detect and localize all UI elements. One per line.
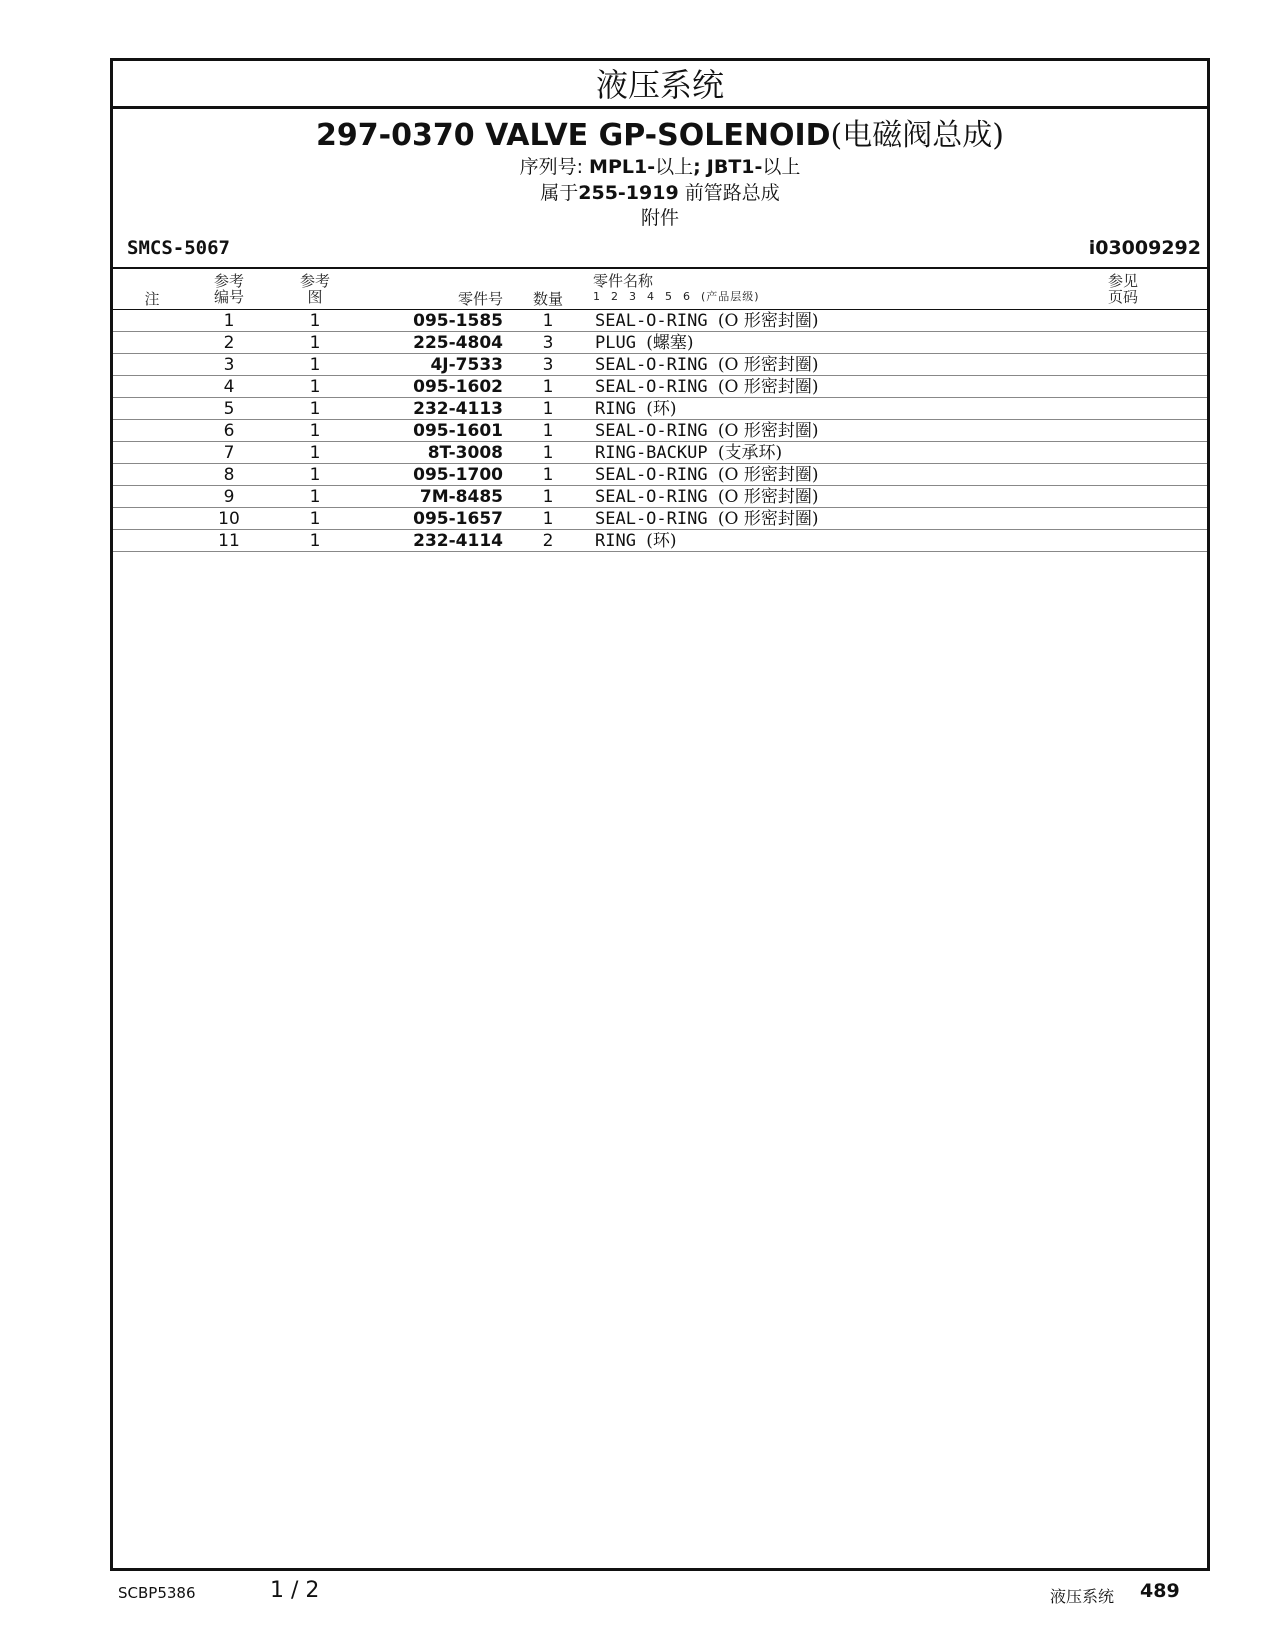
row-part-name-cn: (环) [646, 399, 677, 419]
table-row [113, 442, 1207, 464]
row-part-name-en: RING [595, 531, 636, 551]
row-part-number: 232-4114 [413, 531, 503, 551]
assembly-name-cn: (电磁阀总成) [830, 118, 1004, 153]
header-page-ref [1093, 273, 1153, 305]
row-ref-number: 11 [218, 531, 240, 551]
row-part-number: 095-1601 [413, 421, 503, 441]
header-ref-no [199, 273, 259, 305]
row-quantity: 3 [542, 355, 554, 375]
header-page-ref-line2: 页码 [1107, 288, 1138, 306]
illustration-id: i03009292 [1088, 237, 1201, 259]
row-quantity: 1 [542, 421, 554, 441]
header-figure [285, 273, 345, 305]
row-ref-number: 1 [223, 311, 235, 331]
row-part-name [595, 464, 1095, 486]
table-row [113, 464, 1207, 486]
row-part-number: 7M-8485 [419, 487, 503, 507]
row-part-name [595, 332, 1095, 354]
assembly-title [113, 119, 1207, 153]
row-figure: 1 [309, 377, 321, 397]
assembly-name: VALVE GP-SOLENOID [485, 118, 831, 153]
row-part-number: 095-1700 [413, 465, 503, 485]
level-4: 4 [647, 290, 655, 303]
parts-table-body [113, 310, 1207, 552]
row-part-number: 232-4113 [413, 399, 503, 419]
row-part-name-cn: (O 形密封圈) [717, 355, 819, 375]
row-part-name-en: SEAL-O-RING [595, 487, 708, 507]
parent-assembly [113, 181, 1207, 205]
row-part-name [595, 486, 1095, 508]
row-part-name-en: SEAL-O-RING [595, 311, 708, 331]
serial-range [113, 155, 1207, 179]
row-quantity: 1 [542, 443, 554, 463]
row-part-name-en: PLUG [595, 333, 636, 353]
header-part-name-label: 零件名称 [593, 272, 654, 290]
row-part-number: 225-4804 [413, 333, 503, 353]
row-quantity: 2 [542, 531, 554, 551]
page-frame [110, 58, 1210, 1571]
row-part-name-en: SEAL-O-RING [595, 509, 708, 529]
level-2: 2 [611, 290, 619, 303]
table-row [113, 530, 1207, 552]
row-figure: 1 [309, 399, 321, 419]
row-quantity: 1 [542, 487, 554, 507]
row-part-name [595, 508, 1095, 530]
row-part-name [595, 420, 1095, 442]
row-ref-number: 2 [223, 333, 235, 353]
row-part-name-en: RING-BACKUP [595, 443, 708, 463]
row-quantity: 1 [542, 465, 554, 485]
row-part-name-cn: (支承环) [717, 443, 783, 463]
table-row [113, 332, 1207, 354]
row-part-name-cn: (O 形密封圈) [717, 487, 819, 507]
footer-section: 液压系统 [1050, 1587, 1115, 1606]
attachment-label: 附件 [640, 207, 679, 229]
level-1: 1 [593, 290, 601, 303]
row-part-name-en: RING [595, 399, 636, 419]
serial-range-2-code: JBT1- [706, 156, 763, 178]
table-top-rule [113, 267, 1207, 269]
smcs-code: SMCS-5067 [127, 237, 230, 259]
row-part-name [595, 310, 1095, 332]
header-part-number: 零件号 [457, 290, 503, 308]
row-ref-number: 9 [223, 487, 235, 507]
header-figure-line2: 图 [307, 288, 323, 306]
row-figure: 1 [309, 487, 321, 507]
header-ref-no-line1: 参考 [213, 272, 244, 290]
row-ref-number: 4 [223, 377, 235, 397]
row-figure: 1 [309, 421, 321, 441]
row-part-name-cn: (O 形密封圈) [717, 311, 819, 331]
header-note: 注 [144, 290, 160, 308]
parent-part-number: 255-1919 [578, 182, 679, 204]
level-6: 6 [683, 290, 691, 303]
row-figure: 1 [309, 311, 321, 331]
row-figure: 1 [309, 355, 321, 375]
row-part-name-cn: (O 形密封圈) [717, 465, 819, 485]
serial-separator: ; [693, 156, 701, 178]
row-ref-number: 5 [223, 399, 235, 419]
row-part-name [595, 398, 1095, 420]
serial-range-1-code: MPL1- [589, 156, 656, 178]
levels-label: (产品层级) [701, 290, 760, 303]
table-row [113, 376, 1207, 398]
header-figure-line1: 参考 [299, 272, 330, 290]
level-5: 5 [665, 290, 673, 303]
row-figure: 1 [309, 509, 321, 529]
row-quantity: 1 [542, 509, 554, 529]
footer-page-number: 489 [1140, 1580, 1180, 1602]
header-part-name [593, 273, 893, 305]
row-part-name [595, 376, 1095, 398]
table-row [113, 398, 1207, 420]
row-quantity: 3 [542, 333, 554, 353]
row-figure: 1 [309, 333, 321, 353]
row-figure: 1 [309, 465, 321, 485]
row-quantity: 1 [542, 377, 554, 397]
serial-label: 序列号: [519, 156, 583, 178]
row-part-name-en: SEAL-O-RING [595, 465, 708, 485]
row-part-name-en: SEAL-O-RING [595, 421, 708, 441]
row-part-name-cn: (O 形密封圈) [717, 509, 819, 529]
row-part-name [595, 530, 1095, 552]
footer-document-id: SCBP5386 [118, 1584, 196, 1602]
row-part-name-cn: (O 形密封圈) [717, 421, 819, 441]
serial-range-2-text: 以上 [762, 156, 801, 178]
row-part-name-en: SEAL-O-RING [595, 377, 708, 397]
row-part-name [595, 442, 1095, 464]
level-3: 3 [629, 290, 637, 303]
row-quantity: 1 [542, 399, 554, 419]
header-ref-no-line2: 编号 [213, 288, 244, 306]
section-title: 液压系统 [113, 61, 1207, 109]
row-ref-number: 8 [223, 465, 235, 485]
table-row [113, 420, 1207, 442]
table-row [113, 508, 1207, 530]
header-quantity: 数量 [532, 290, 563, 308]
table-row [113, 354, 1207, 376]
row-ref-number: 7 [223, 443, 235, 463]
assembly-part-number: 297-0370 [316, 118, 475, 153]
header-levels [593, 289, 893, 305]
parent-prefix: 属于 [540, 182, 579, 204]
row-figure: 1 [309, 531, 321, 551]
row-part-name-cn: (环) [646, 531, 677, 551]
row-part-number: 4J-7533 [430, 355, 503, 375]
row-part-number: 095-1657 [413, 509, 503, 529]
row-part-name [595, 354, 1095, 376]
parent-name: 前管路总成 [684, 182, 780, 204]
serial-range-1-text: 以上 [655, 156, 694, 178]
row-part-name-en: SEAL-O-RING [595, 355, 708, 375]
row-ref-number: 3 [223, 355, 235, 375]
row-part-number: 095-1585 [413, 311, 503, 331]
row-ref-number: 10 [218, 509, 240, 529]
table-row [113, 310, 1207, 332]
header-page-ref-line1: 参见 [1107, 272, 1138, 290]
row-part-number: 8T-3008 [427, 443, 503, 463]
table-row [113, 486, 1207, 508]
row-part-name-cn: (O 形密封圈) [717, 377, 819, 397]
row-part-name-cn: (螺塞) [646, 333, 694, 353]
row-part-number: 095-1602 [413, 377, 503, 397]
footer-pager: 1 / 2 [270, 1578, 320, 1603]
row-quantity: 1 [542, 311, 554, 331]
row-figure: 1 [309, 443, 321, 463]
row-ref-number: 6 [223, 421, 235, 441]
